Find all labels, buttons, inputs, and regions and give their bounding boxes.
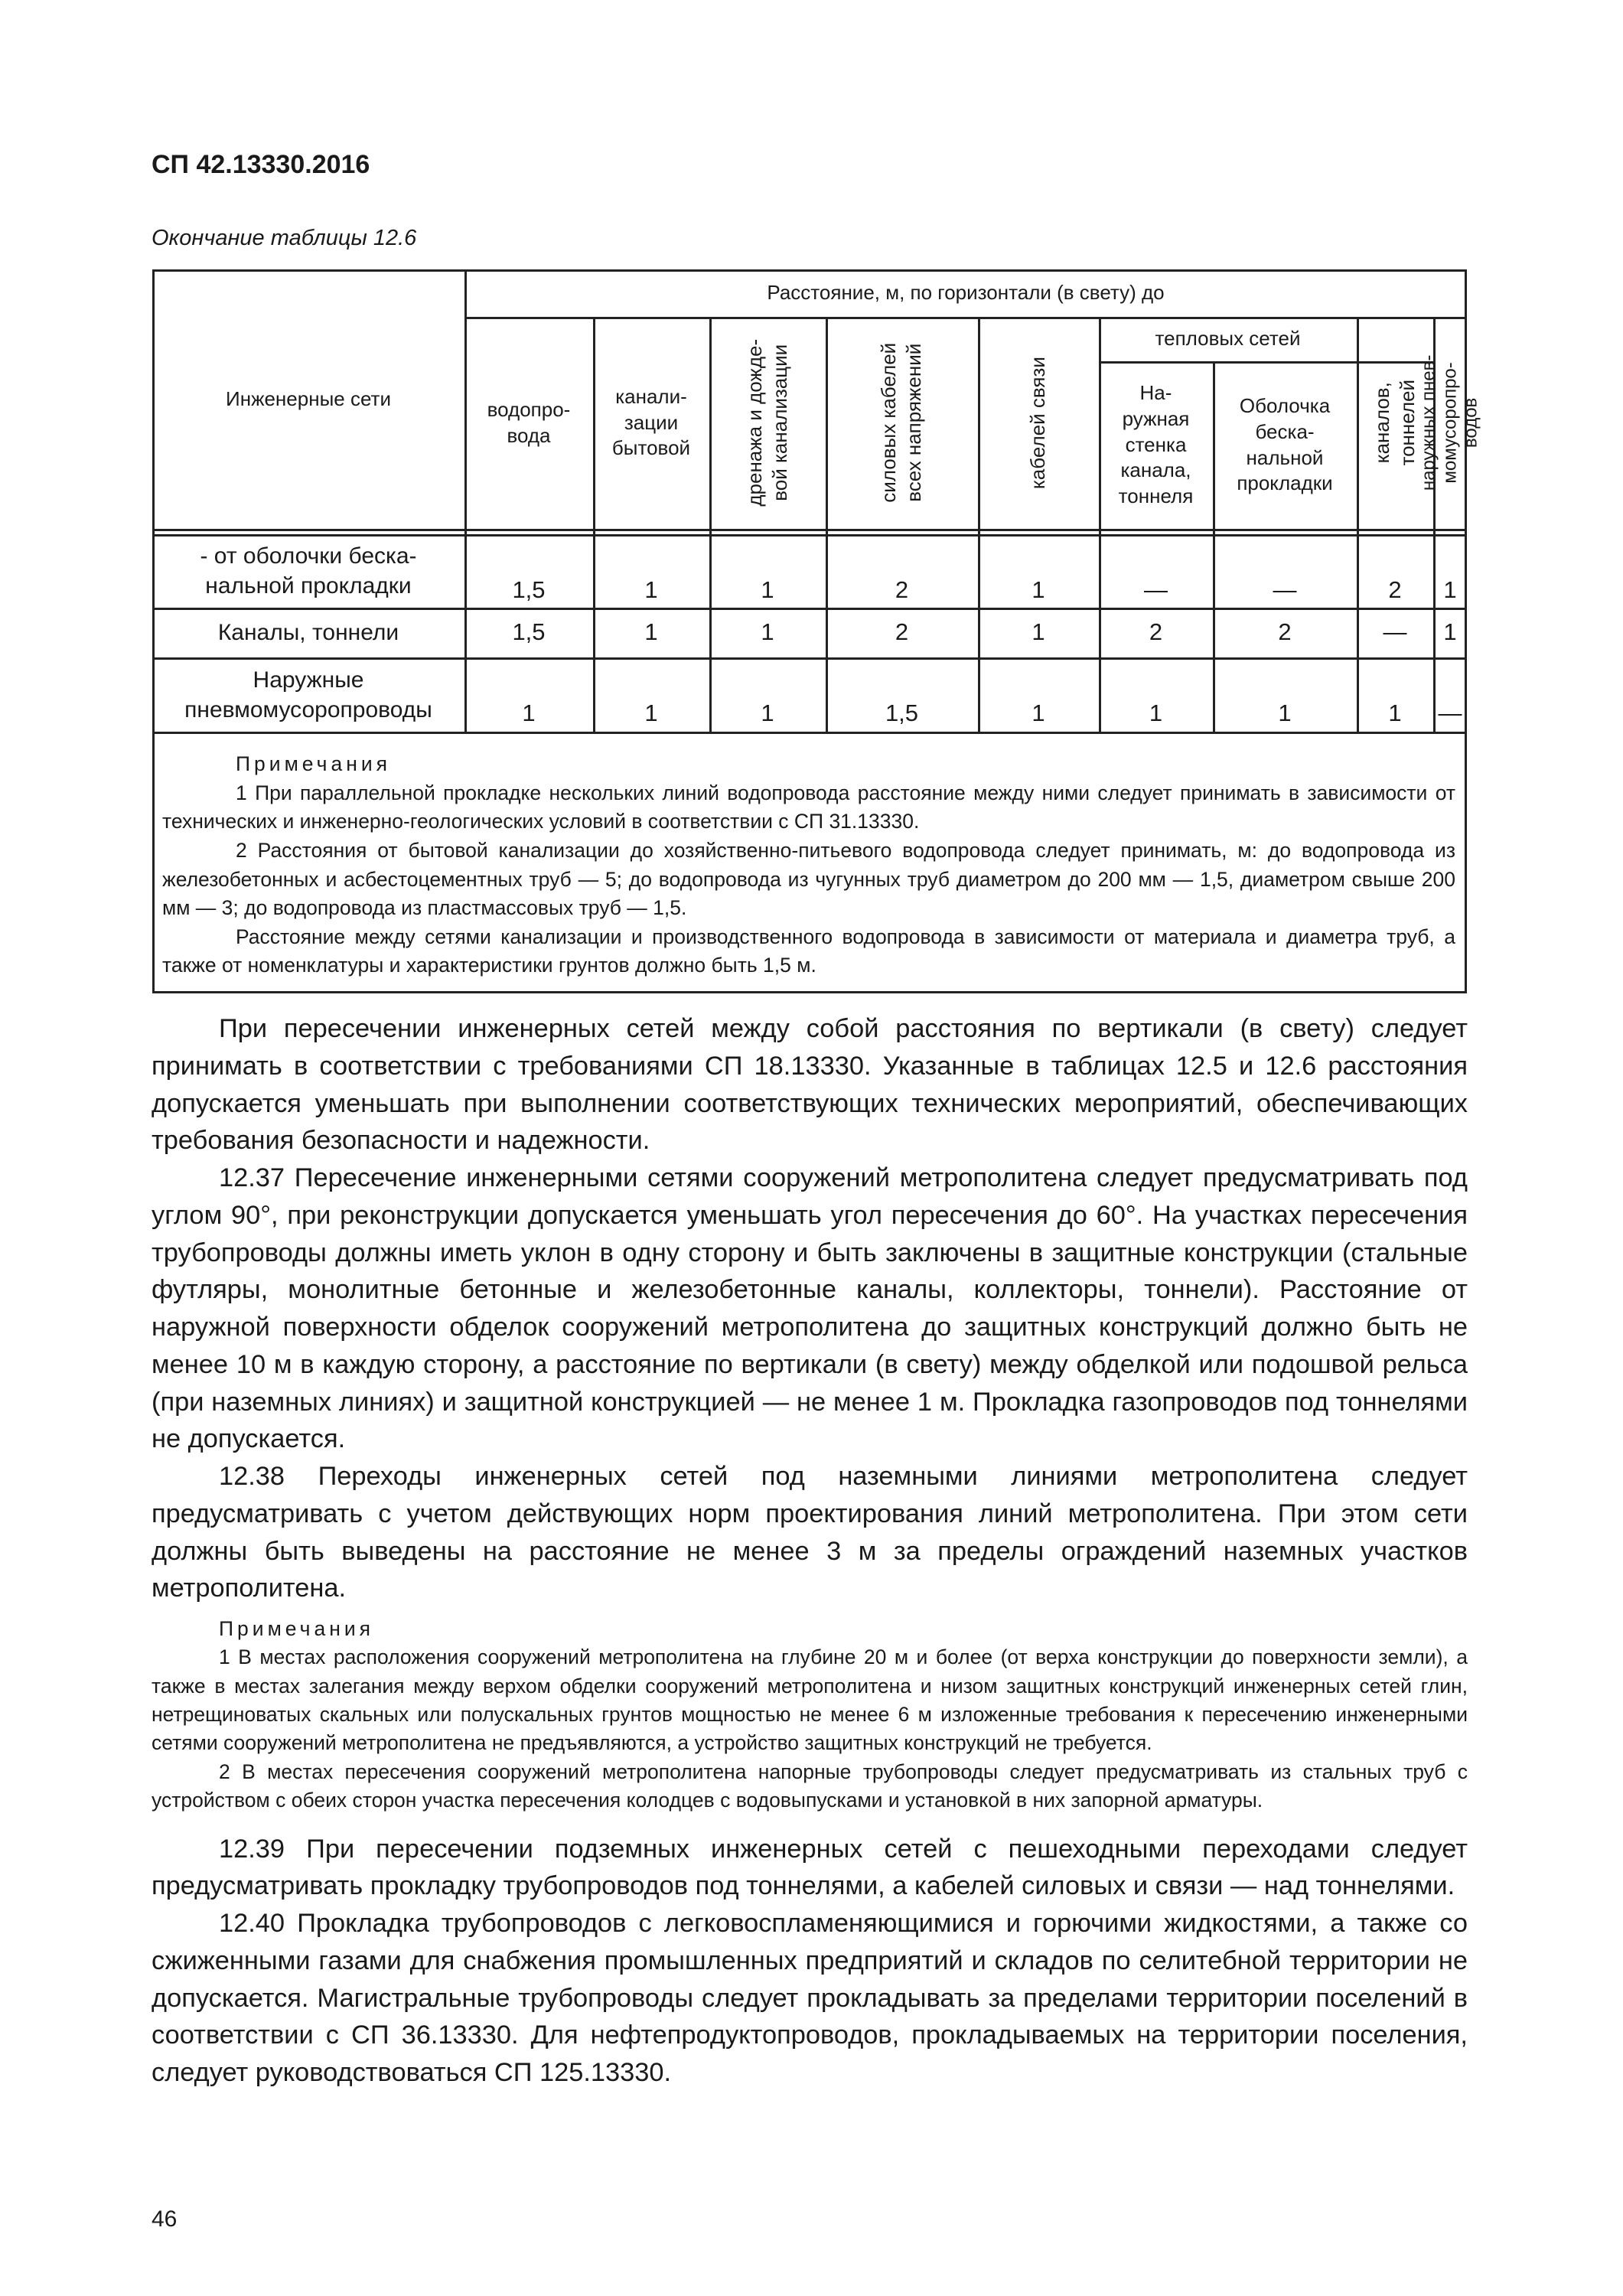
table-note-2: 2 Расстояния от бытовой канализации до хозяйственно-питьевого водопровода следует принимать, м: до водопровода из железобетонных и асбестоцементных труб — 5; до водопровода из чугунных труб диаметром до 200 мм — 1,5, диаметром свыше 200 мм — 3; до водопровода из пластмассовых труб — 1,5. xyxy=(162,838,1455,920)
table-notes xyxy=(162,750,1455,980)
table-cell: — xyxy=(1273,576,1297,604)
header-networks: Инженерные сети xyxy=(226,386,391,410)
header-sewer: канали- зации бытовой xyxy=(611,384,691,460)
header-drainage xyxy=(709,317,826,529)
table-cell: 1 xyxy=(1031,576,1045,604)
table-cell: 1 xyxy=(1278,699,1292,726)
table-notes-title: Примечания xyxy=(236,752,391,775)
header-pneumo xyxy=(1418,317,1481,529)
row-label: Каналы, тоннели xyxy=(217,620,399,645)
paragraph: При пересечении инженерных сетей между собой расстояния по вертикали (в свету) следует принимать в соответствии с требованиями СП 18.13330. Указанные в таблицах 12.5 и 12.6 расстояния допускается уменьшать при выполнении соответствующих технических мероприятий, обеспечивающих требования безопасности и надежности. xyxy=(152,1014,1468,1156)
section-notes-title: Примечания xyxy=(219,1617,374,1640)
table-cell: 1 xyxy=(1443,576,1457,604)
table-cell: 1 xyxy=(522,699,536,726)
table-cell: 1 xyxy=(761,618,774,646)
table-cell: 1 xyxy=(1149,699,1163,726)
table-cell: 1 xyxy=(644,576,658,604)
table-cell: — xyxy=(1383,618,1407,646)
header-comm-cables-text: кабелей связи xyxy=(1026,356,1050,490)
table-border-bottom xyxy=(152,991,1467,993)
paragraph-12-38: 12.38 Переходы инженерных сетей под наземными линиями метрополитена следует предусматривать с учетом действующих норм проектирования линий метрополитена. При этом сети должны быть выведены на расстояние не менее 3 м за пределы ограждений наземных участков метрополитена. xyxy=(152,1462,1468,1603)
table-cell: 1,5 xyxy=(512,618,546,646)
table-cell: 1 xyxy=(644,699,658,726)
page-number: 46 xyxy=(152,2206,178,2232)
table-cell: 1,5 xyxy=(512,576,546,604)
header-water: водопро- вода xyxy=(487,397,571,447)
section-note-1: 1 В местах расположения сооружений метрополитена на глубине 20 м и более (от верха конструкции до поверхности земли), а также в местах залегания между верхом обделки сооружений метрополитена и низом защитных конструкций инженерных сетей глин, нетрещиноватых скальных или полускальных грунтов мощностью не менее 6 м изложенные требования к пересечению инженерными сетями сооружений метрополитена не предъявляются, а устройство защитных конструкций не требуется. xyxy=(152,1645,1468,1755)
header-channels-text: каналов, тоннелей xyxy=(1370,380,1419,466)
table-rule xyxy=(152,732,1467,734)
table-cell: 1 xyxy=(644,618,658,646)
table-cell: 2 xyxy=(895,618,909,646)
header-heat-shell: Оболочка беска- нальной прокладки xyxy=(1237,393,1333,495)
table-caption: Окончание таблицы 12.6 xyxy=(152,226,417,250)
table-cell: 2 xyxy=(1149,618,1163,646)
header-power-cables xyxy=(826,317,978,529)
table-note-3: Расстояние между сетями канализации и производственного водопровода в зависимости от материала и диаметра труб, а также от номенклатуры и характеристики грунтов должно быть 1,5 м. xyxy=(162,925,1455,977)
header-heat-group: тепловых сетей xyxy=(1155,327,1301,351)
table-cell: — xyxy=(1438,699,1462,726)
table-cell: — xyxy=(1144,576,1168,604)
document-code: СП 42.13330.2016 xyxy=(152,150,370,179)
row-label: Наружные пневмомусоропроводы xyxy=(184,667,432,722)
header-heat-wall: На- ружная стенка канала, тоннеля xyxy=(1118,381,1194,508)
table-rule xyxy=(152,529,1467,531)
header-comm-cables xyxy=(978,317,1099,529)
header-power-cables-text: силовых кабелей всех напряжений xyxy=(877,343,926,503)
table-cell: 2 xyxy=(1388,576,1402,604)
table-cell: 2 xyxy=(895,576,909,604)
table-cell: 1 xyxy=(1388,699,1402,726)
header-pneumo-text: наружных пнев- момусоропро- водов xyxy=(1418,354,1481,491)
table-cell: 1 xyxy=(761,576,774,604)
paragraph-12-39: 12.39 При пересечении подземных инженерных сетей с пешеходными переходами следует предусматривать прокладку трубопроводов под тоннелями, а кабелей силовых и связи — над тоннелями. xyxy=(152,1834,1468,1901)
table-cell: 1 xyxy=(1031,699,1045,726)
section-note-2: 2 В местах пересечения сооружений метрополитена напорные трубопроводы следует предусматривать из стальных труб с устройством с обеих сторон участка пересечения колодцев с водовыпусками и установкой в них запорной арматуры. xyxy=(152,1760,1468,1812)
header-distance-group: Расстояние, м, по горизонтали (в свету) до xyxy=(767,281,1165,305)
table-note-1: 1 При параллельной прокладке нескольких линий водопровода расстояние между ними следует принимать в зависимости от технических и инженерно-геологических условий в соответствии с СП 31.13330. xyxy=(162,781,1455,833)
table-cell: 1 xyxy=(761,699,774,726)
body-text xyxy=(152,1010,1468,2092)
paragraph-12-37: 12.37 Пересечение инженерными сетями сооружений метрополитена следует предусматривать под углом 90°, при реконструкции допускается уменьшать угол пересечения до 60°. На участках пересечения трубопроводы должны иметь уклон в одну сторону и быть заключены в защитные конструкции (стальные футляры, монолитные бетонные и железобетонные каналы, коллекторы, тоннели). Расстояние от наружной поверхности обделок сооружений метрополитена до защитных конструкций должно быть не менее 10 м в каждую сторону, а расстояние по вертикали (в свету) между обделкой или подошвой рельса (при наземных линиях) и защитной конструкцией — не менее 1 м. Прокладка газопроводов под тоннелями не допускается. xyxy=(152,1163,1468,1454)
row-label: - от оболочки беска- нальной прокладки xyxy=(200,543,417,598)
table-cell: 2 xyxy=(1278,618,1292,646)
header-drainage-text: дренажа и дожде- вой канализации xyxy=(742,339,792,507)
table-cell: 1,5 xyxy=(885,699,919,726)
paragraph-12-40: 12.40 Прокладка трубопроводов с легковоспламеняющимися и горючими жидкостями, а также со сжиженными газами для снабжения промышленных предприятий и складов по селитебной территории не допускается. Магистральные трубопроводы следует прокладывать за пределами территории поселений в соответствии с СП 36.13330. Для нефтепродуктопроводов, прокладываемых на территории поселения, следует руководствоваться СП 125.13330. xyxy=(152,1909,1468,2088)
table-cell: 1 xyxy=(1031,618,1045,646)
table-cell: 1 xyxy=(1443,618,1457,646)
section-notes xyxy=(152,1615,1468,1815)
